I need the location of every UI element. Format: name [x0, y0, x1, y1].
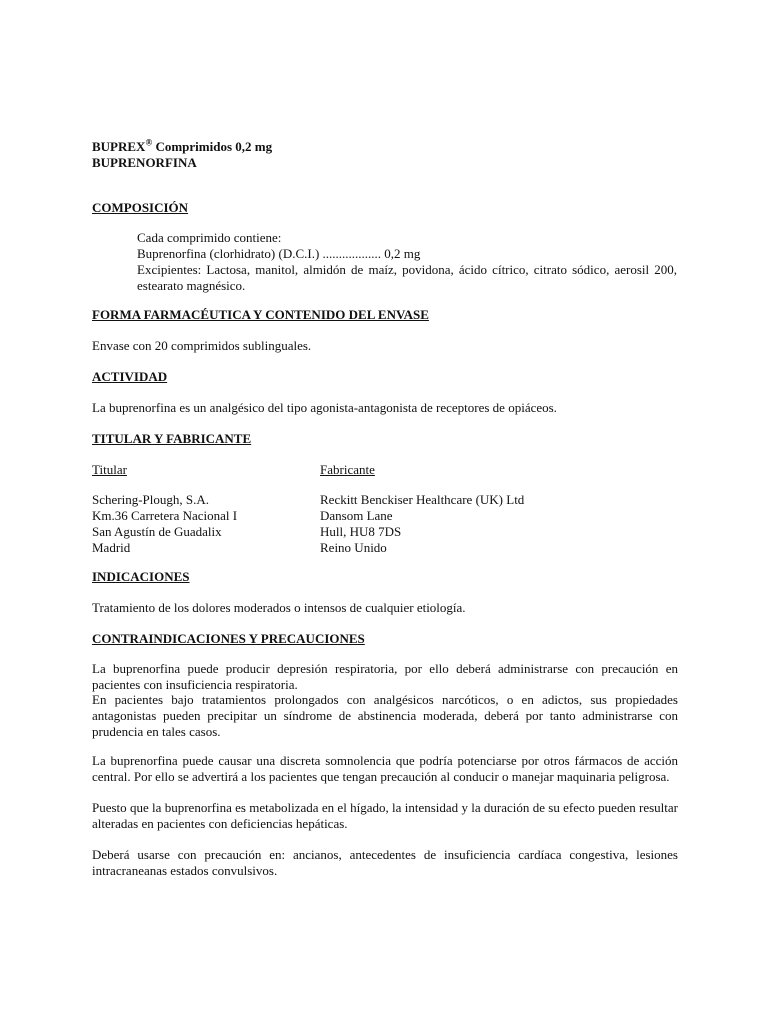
registered-mark: ® [145, 137, 153, 148]
titular-address-line: Km.36 Carretera Nacional I [92, 508, 238, 523]
indicaciones-text: Tratamiento de los dolores moderados o intensos de cualquier etiología. [92, 600, 466, 615]
contraindicaciones-paragraph: La buprenorfina puede producir depresión respiratoria, por ello deberá administrarse con precaución en pacientes con insuficiencia respiratoria. [92, 661, 678, 692]
precauciones-paragraph: La buprenorfina puede causar una discreta somnolencia que podría potenciarse por otros fármacos de acción central. Por ello se advertirá a los pacientes que tengan precaución al conducir o manejar maquinaria peligrosa. [92, 753, 678, 784]
fabricante-label: Fabricante [320, 462, 375, 477]
composition-intro: Cada comprimido contiene: [137, 230, 282, 245]
fabricante-address-line: Hull, HU8 7DS [320, 524, 402, 539]
fabricante-address-line: Dansom Lane [320, 508, 393, 523]
section-heading-forma: FORMA FARMACÉUTICA Y CONTENIDO DEL ENVASE [92, 307, 429, 322]
titular-address-line: Schering-Plough, S.A. [92, 492, 209, 507]
composition-active: Buprenorfina (clorhidrato) (D.C.I.) .................. 0,2 mg [137, 246, 421, 261]
active-substance: BUPRENORFINA [92, 155, 197, 170]
titular-address-line: San Agustín de Guadalix [92, 524, 222, 539]
section-heading-indicaciones: INDICACIONES [92, 569, 190, 584]
section-heading-composicion: COMPOSICIÓN [92, 200, 189, 215]
contraindicaciones-paragraph: En pacientes bajo tratamientos prolongados con analgésicos narcóticos, o en adictos, sus propiedades antagonistas pueden precipitar un síndrome de abstinencia moderada, deberá por tanto administrarse con prudencia en tales casos. [92, 692, 678, 739]
titular-label: Titular [92, 462, 127, 477]
titular-address [92, 492, 237, 556]
precauciones-paragraph: Deberá usarse con precaución en: ancianos, antecedentes de insuficiencia cardíaca congestiva, lesiones intracraneanas estados convulsivos. [92, 847, 678, 878]
section-heading-contraindicaciones: CONTRAINDICACIONES Y PRECAUCIONES [92, 631, 365, 646]
forma-text: Envase con 20 comprimidos sublinguales. [92, 338, 312, 353]
section-heading-actividad: ACTIVIDAD [92, 369, 168, 384]
section-heading-titular-fabricante: TITULAR Y FABRICANTE [92, 431, 252, 446]
fabricante-address [320, 492, 524, 556]
product-form: Comprimidos 0,2 mg [152, 139, 273, 154]
brand-name: BUPREX [92, 139, 146, 154]
product-title [92, 139, 272, 155]
actividad-text: La buprenorfina es un analgésico del tipo agonista-antagonista de receptores de opiáceos. [92, 400, 557, 415]
titular-address-line: Madrid [92, 540, 131, 555]
composition-excipients: Excipientes: Lactosa, manitol, almidón de maíz, povidona, ácido cítrico, citrato sódico, aerosil 200, estearato magnésico. [137, 262, 677, 293]
fabricante-address-line: Reckitt Benckiser Healthcare (UK) Ltd [320, 492, 525, 507]
fabricante-address-line: Reino Unido [320, 540, 387, 555]
precauciones-paragraph: Puesto que la buprenorfina es metabolizada en el hígado, la intensidad y la duración de su efecto pueden resultar alteradas en pacientes con deficiencias hepáticas. [92, 800, 678, 831]
